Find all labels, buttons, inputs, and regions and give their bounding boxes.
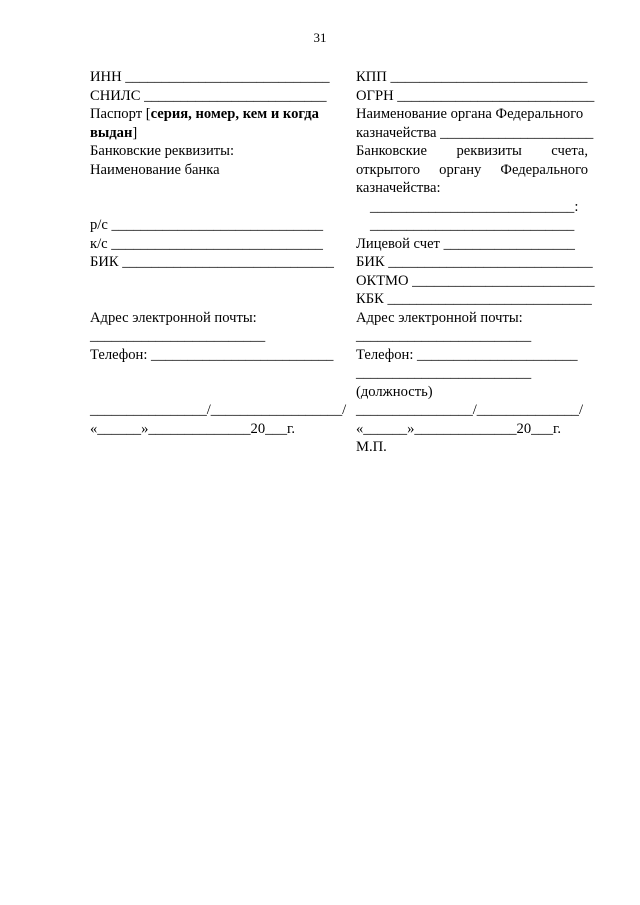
treasury-name-line-1: Наименование органа Федерального: [356, 106, 584, 122]
account-line-2: ____________________________: [370, 217, 575, 233]
account-line-1: ____________________________:: [370, 198, 579, 215]
date-line: «______»______________20___г.: [356, 420, 562, 437]
phone-field: Телефон: ______________________: [356, 346, 578, 363]
signature-line: ________________/______________/: [356, 402, 584, 418]
rs-field: р/с _____________________________: [90, 217, 324, 233]
inn-field: ИНН ____________________________: [90, 69, 330, 85]
oktmo-field: ОКТМО _________________________: [356, 272, 595, 289]
bik-field: БИК ____________________________: [356, 254, 593, 270]
personal-account-field: Лицевой счет __________________: [356, 235, 575, 252]
email-line: ________________________: [356, 328, 532, 344]
position-line: ________________________: [356, 365, 532, 381]
kpp-field: КПП ___________________________: [356, 69, 588, 85]
bank-details-line-2: открытого органу Федерального: [356, 161, 588, 178]
ks-field: к/с _____________________________: [90, 235, 323, 252]
left-column: [90, 68, 347, 438]
signature-line: ________________/__________________/: [90, 402, 347, 418]
bank-details-line-3: казначейства:: [356, 180, 441, 196]
bik-field: БИК _____________________________: [90, 254, 334, 270]
bank-details-line-1: Банковские реквизиты счета,: [356, 143, 588, 159]
stamp-label: М.П.: [356, 439, 387, 455]
right-column: [356, 68, 595, 457]
treasury-name-line-2: казначейства _____________________: [356, 124, 594, 141]
page-number: 31: [313, 30, 327, 45]
email-label: Адрес электронной почты:: [356, 309, 523, 326]
email-line: ________________________: [90, 328, 266, 344]
bank-details-label: Банковские реквизиты:: [90, 143, 234, 159]
passport-field: [90, 105, 334, 142]
position-label: (должность): [356, 383, 433, 400]
ogrn-field: ОГРН ___________________________: [356, 87, 595, 104]
bank-name-label: Наименование банка: [90, 161, 220, 178]
phone-field: Телефон: _________________________: [90, 346, 334, 363]
date-line: «______»______________20___г.: [90, 420, 296, 437]
email-label: Адрес электронной почты:: [90, 309, 257, 326]
passport-bold: серия, номер, кем и когда выдан: [90, 106, 319, 141]
passport-suffix: ]: [132, 124, 138, 141]
snils-field: СНИЛС _________________________: [90, 87, 327, 104]
kbk-field: КБК ____________________________: [356, 291, 592, 307]
passport-prefix: Паспорт [: [90, 106, 151, 122]
